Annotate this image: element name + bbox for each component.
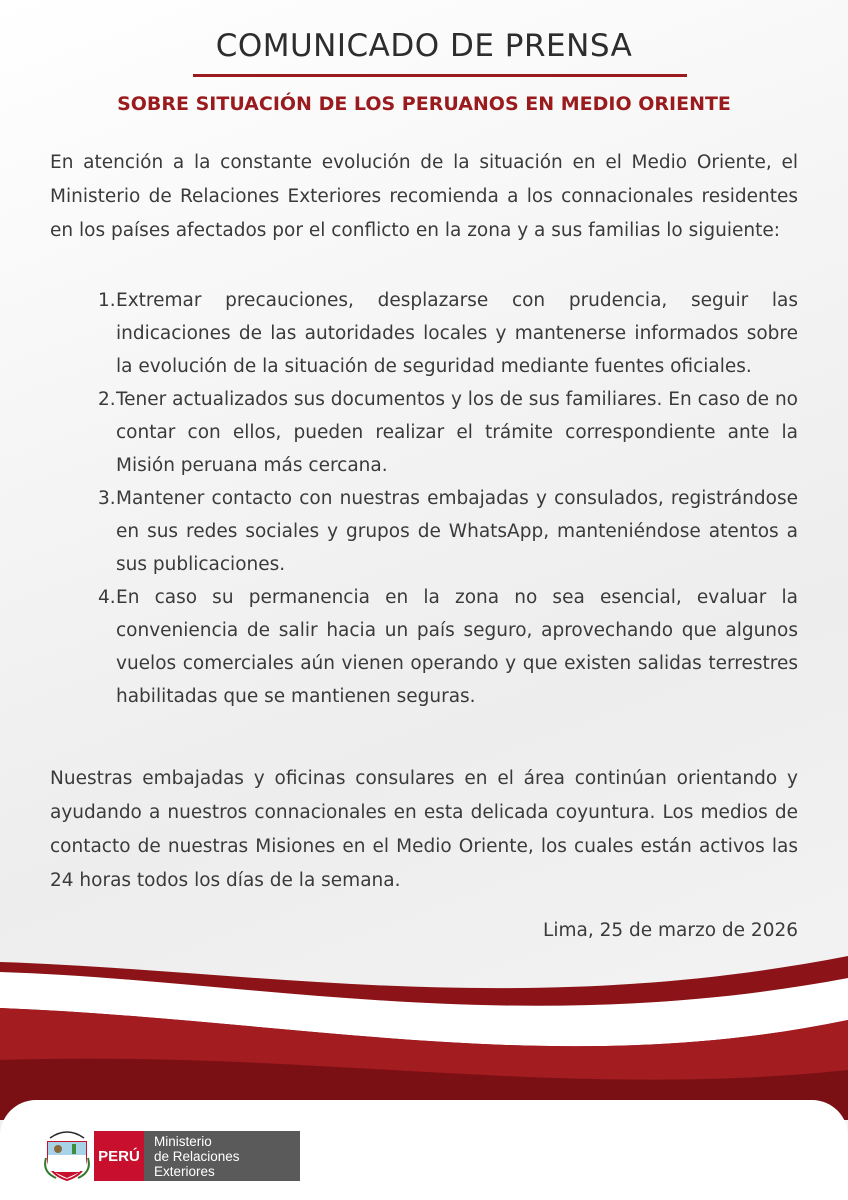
list-item-text: En caso su permanencia en la zona no sea esencial, evaluar la conveniencia de salir hacia un país seguro, aprovechando que algunos vuelos comerciales aún vienen operando y que existen salidas terrestres habilitadas que se mantienen seguras. (116, 587, 798, 707)
list-item-text: Tener actualizados sus documentos y los de sus familiares. En caso de no contar con ellos, pueden realizar el trámite correspondiente ante la Misión peruana más cercana. (116, 389, 798, 476)
list-item (50, 383, 798, 482)
list-number: 2. (98, 389, 116, 410)
page-title: COMUNICADO DE PRENSA (215, 28, 633, 64)
list-item-text: Extremar precauciones, desplazarse con prudencia, seguir las indicaciones de las autoridades locales y mantenerse informados sobre la evolución de la situación de seguridad mediante fuentes oficiales. (116, 290, 798, 377)
list-number: 3. (98, 488, 116, 509)
list-item (50, 284, 798, 383)
page-subtitle: SOBRE SITUACIÓN DE LOS PERUANOS EN MEDIO ORIENTE (117, 93, 731, 115)
date-line: Lima, 25 de marzo de 2026 (543, 920, 798, 941)
closing-paragraph: Nuestras embajadas y oficinas consulares en el área continúan orientando y ayudando a nuestros connacionales en esta delicada coyuntura. Los medios de contacto de nuestras Misiones en el Medio Oriente, los cuales están activos las 24 horas todos los días de la semana. (50, 768, 798, 891)
peru-logo-label: PERÚ (94, 1131, 144, 1181)
peru-coat-of-arms-icon (44, 1128, 90, 1182)
ministry-logo (144, 1131, 300, 1181)
list-item (50, 482, 798, 581)
ministry-name-line2: de Relaciones Exteriores (154, 1148, 240, 1179)
list-number: 4. (98, 587, 116, 608)
list-number: 1. (98, 290, 116, 311)
red-wave-decoration (0, 950, 848, 1120)
title-underline (193, 74, 687, 77)
intro-paragraph: En atención a la constante evolución de la situación en el Medio Oriente, el Ministerio de Relaciones Exteriores recomienda a los connacionales residentes en los países afectados por el conflicto en la zona y a sus familias lo siguiente: (50, 152, 798, 241)
list-item (50, 581, 798, 713)
list-item-text: Mantener contacto con nuestras embajadas y consulados, registrándose en sus redes sociales y grupos de WhatsApp, manteniéndose atentos a sus publicaciones. (116, 488, 798, 575)
recommendations-list (50, 284, 798, 713)
ministry-name-line1: Ministerio (154, 1133, 212, 1149)
